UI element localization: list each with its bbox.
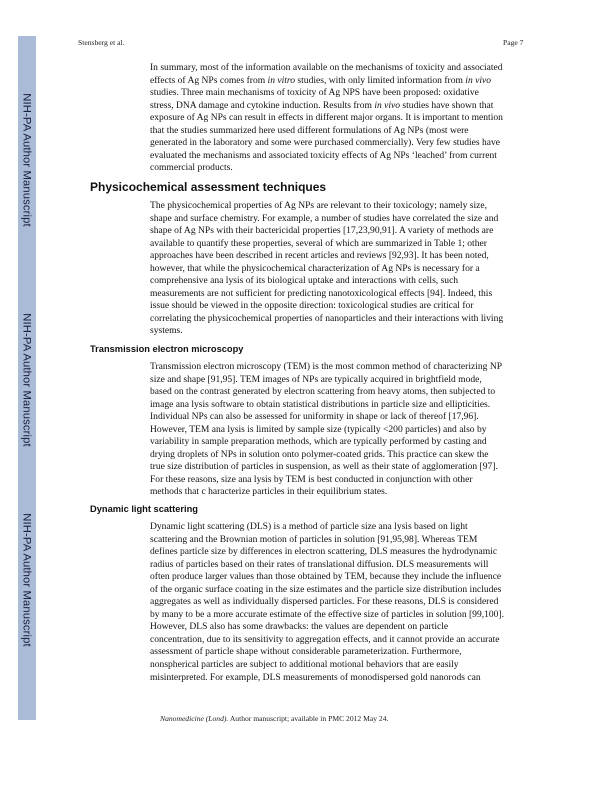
running-head-author: Stensberg et al.	[78, 38, 125, 47]
journal-name: Nanomedicine (Lond).	[160, 714, 229, 723]
text-line: shape and surface chemistry. For example, a number of studies have correlated the size and	[150, 212, 499, 224]
page-footer	[160, 714, 388, 723]
text-line: radius of particles based on their rates of translational diffusion. DLS measurements will	[150, 558, 489, 570]
text-line: Individual NPs can also be assessed for uniformity in shape or lack of thereof [17,96].	[150, 411, 479, 423]
text-line: shape of Ag NPs with their bactericidal properties [17,23,90,91]. A variety of methods are	[150, 225, 494, 237]
text-line: variability in sample preparation methods, which are typically performed by casting and	[150, 436, 487, 448]
text-line: measurements are not sufficient for predicting nanotoxicological effects [94]. Indeed, this	[150, 287, 493, 299]
text-line: commercial products.	[150, 162, 233, 174]
text-line: however, that while the physicochemical characterization of Ag NPs is necessary for a	[150, 262, 480, 274]
text-line: nonspherical particles are subject to additional motional behaviors that are easily	[150, 659, 459, 671]
text-line: stress, DNA damage and cytokine induction. Results from in vivo studies have shown that	[150, 99, 494, 111]
text-line: systems.	[150, 325, 183, 337]
text-line: studies. Three main mechanisms of toxicity of Ag NPS have been proposed: oxidative	[150, 87, 479, 99]
sidebar-label	[18, 60, 36, 260]
text-line: methods that c haracterize particles in their equilibrium states.	[150, 486, 388, 498]
subsection-heading-dls: Dynamic light scattering	[90, 504, 198, 514]
footer-note: Author manuscript; available in PMC 2012 May 24.	[228, 714, 389, 723]
summary-paragraph	[150, 62, 522, 175]
dls-paragraph	[150, 521, 522, 684]
text-line: size and shape [91,95]. TEM images of NPs are typically acquired in brightfield mode,	[150, 373, 482, 385]
text-line: generated in the laboratory and some were purchased commercially). Very few studies have	[150, 137, 501, 149]
section-heading-physicochemical: Physicochemical assessment techniques	[90, 180, 327, 194]
text-line: exposure of Ag NPs can result in effects in different major organs. It is important to mention	[150, 112, 503, 124]
text-line: correlating the physicochemical properties of nanoparticles and their interactions with living	[150, 312, 504, 324]
manuscript-sidebar	[18, 36, 36, 720]
text-line: aggregates as well as individually dispersed particles. For these reasons, DLS is considered	[150, 596, 499, 608]
text-line: Transmission electron microscopy (TEM) is the most common method of characterizing NP	[150, 361, 503, 372]
text-line: The physicochemical properties of Ag NPs are relevant to their toxicology; namely size,	[150, 200, 487, 211]
text-line: Dynamic light scattering (DLS) is a method of particle size ana lysis based on light	[150, 521, 468, 532]
text-line: issue should be viewed in the opposite direction: toxicological studies are critical for	[150, 300, 474, 312]
sidebar-label-text: NIH-PA Author Manuscript	[21, 93, 34, 227]
text-line: defines particle size by differences in electron scattering, DLS measures the hydrodynamic	[150, 546, 498, 558]
text-line: For these reasons, size ana lysis by TEM is best conducted in conjunction with other	[150, 473, 473, 485]
text-line: of the organic surface coating in the size estimates and the particle size distribution includes	[150, 583, 502, 595]
text-line: comprehensive ana lysis of its biological uptake and interactions with cells, such	[150, 275, 459, 287]
text-line: concentration, due to its sensitivity to aggregation effects, and it cannot provide an accurate	[150, 633, 500, 645]
text-line: However, DLS also has some drawbacks: the values are dependent on particle	[150, 621, 449, 633]
text-line: available to quantify these properties, several of which are summarized in Table 1; other	[150, 237, 487, 249]
text-line: approaches have been described in recent articles and reviews [92,93]. It has been noted,	[150, 250, 489, 262]
page-number: Page 7	[503, 38, 524, 47]
sidebar-label	[18, 280, 36, 480]
text-line: misinterpreted. For example, DLS measurements of monodispersed gold nanorods can	[150, 671, 481, 683]
text-line: image ana lysis software to obtain statistical distributions in particle size and ellipticities.	[150, 398, 491, 410]
sidebar-label-text: NIH-PA Author Manuscript	[21, 313, 34, 447]
text-line: However, TEM ana lysis is limited by sample size (typically <200 particles) and also by	[150, 423, 487, 435]
text-line: scattering and the Brownian motion of particles in solution [91,95,98]. Whereas TEM	[150, 533, 478, 545]
text-line: true size distribution of particles in suspension, as well as their state of agglomeration [97].	[150, 461, 498, 473]
text-line: drying droplets of NPs in solution onto polymer-coated grids. This practice can skew the	[150, 448, 489, 460]
text-line: assessment of particle shape without considerable parameterization. Furthermore,	[150, 646, 462, 658]
text-line: that the studies summarized here used different formulations of Ag NPs (most were	[150, 124, 469, 136]
sidebar-label	[18, 480, 36, 680]
tem-paragraph	[150, 361, 522, 499]
text-line: In summary, most of the information available on the mechanisms of toxicity and associated	[150, 62, 503, 73]
sidebar-label-text: NIH-PA Author Manuscript	[21, 513, 34, 647]
text-line: often produce larger values than those obtained by TEM, because they include the influence	[150, 571, 502, 583]
subsection-heading-tem: Transmission electron microscopy	[90, 344, 244, 354]
physicochemical-paragraph	[150, 200, 522, 338]
text-line: evaluated the mechanisms and associated toxicity effects of Ag NPs ‘leached’ from current	[150, 149, 497, 161]
text-line: by many to be a more accurate estimate of the effective size of particles in solution [99,100].	[150, 608, 504, 620]
text-line: based on the contrast generated by electron scattering from heavy atoms, then subjected to	[150, 386, 496, 398]
text-line: effects of Ag NPs comes from in vitro studies, with only limited information from in vivo	[150, 74, 492, 86]
